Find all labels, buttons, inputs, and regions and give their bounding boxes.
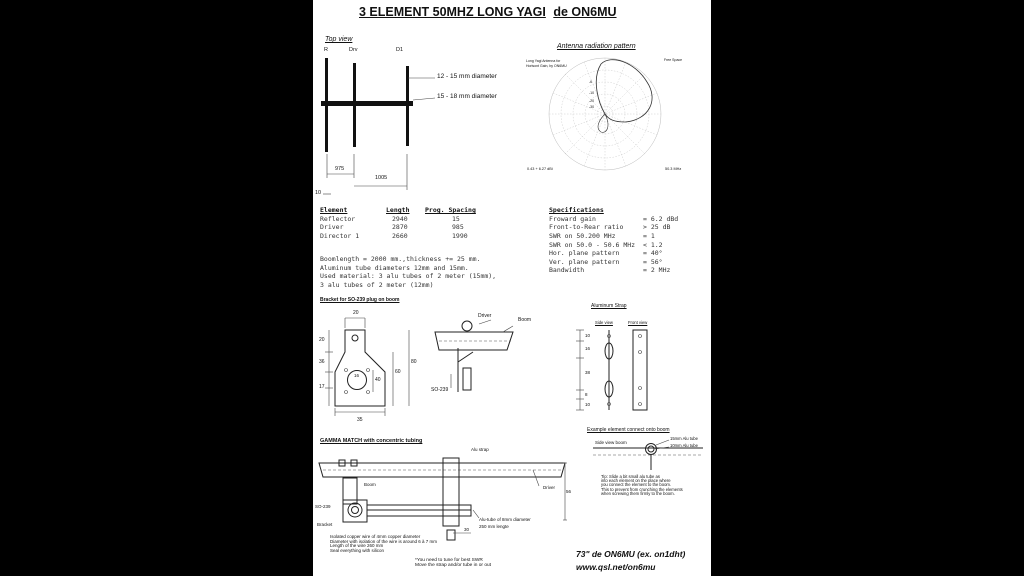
element-table (320, 206, 476, 240)
bracket-dim: 35 (357, 417, 363, 423)
dim-offset: 10 (315, 190, 322, 196)
note-line: Aluminum tube diameters 12mm and 15mm. (320, 263, 469, 272)
spec-row: Front-to-Rear ratio > 25 dB (549, 223, 671, 232)
bracket-dim: 16 (354, 373, 360, 378)
example-tip: Tip: Slide a bit small alu tube as into each element on the place where you connect the element to the boom. This to prevent from crunching the elements when screwing them firmly to the boom. (601, 474, 683, 496)
gamma-wire-notes: Isolated copper wire of 4mm copper diameter Diameter with isolation of the wire is around 6 à 7 mm Length of the wire 260 mm Seal everything with silicon (330, 534, 438, 553)
strap-dim: 8 (585, 392, 588, 397)
bracket-plate (335, 330, 385, 406)
bracket-dim: 36 (319, 359, 325, 365)
top-view-label: Top view (325, 36, 353, 43)
side-view-boom-label: Side view boom (595, 440, 627, 445)
label-director: D1 (396, 47, 404, 53)
tube-inner (648, 446, 654, 452)
antenna-sheet (313, 0, 711, 576)
spec-row: SWR on 50.0 - 50.6 MHz < 1.2 (549, 240, 663, 249)
bracket-dim: 20 (319, 337, 325, 343)
note-line: Boomlength = 2000 mm.,thickness += 25 mm. (320, 255, 481, 264)
bracket-dim: 17 (319, 384, 325, 390)
gamma-so239-label: SO-239 (315, 504, 331, 509)
spec-row: Bandwidth = 2 MHz (549, 266, 671, 275)
element-diameter-label: 12 - 15 mm diameter (437, 73, 497, 80)
gamma-alu-tube-label-1: Alu-tube of 8mm diameter (479, 517, 531, 522)
strap-dim: 10 (585, 333, 591, 338)
ring-label-2: -10 (589, 91, 595, 95)
radiation-note-right: Free Space (664, 58, 683, 62)
driver-profile (462, 321, 472, 331)
spec-row: Froward gain = 6.2 dBd (549, 214, 679, 223)
dim-spacing-2: 1005 (375, 175, 388, 181)
table-row: Reflector 2940 15 (320, 214, 460, 223)
specs-table (549, 206, 678, 275)
element-table-header (320, 206, 476, 215)
gamma-drawing (319, 458, 567, 540)
gamma-dim-30: 30 (464, 527, 470, 532)
tube-15mm-label: 15mm Alu tube (670, 436, 698, 441)
specs-header: Specifications (549, 206, 604, 215)
note-line: Used material: 3 alu tubes of 2 meter (15mm), (320, 272, 497, 281)
strap-dim: 16 (585, 346, 591, 351)
col-length: Length (386, 206, 410, 215)
spec-row: Hor. plane pattern = 40° (549, 249, 663, 258)
strap-dim: 38 (585, 370, 591, 375)
gamma-driver-label: Driver (543, 485, 555, 490)
example-label: Example element connect onto boom (587, 427, 670, 433)
bracket-so239-label: SO-239 (431, 387, 449, 393)
dim-spacing-1: 975 (335, 166, 345, 172)
table-row: Driver 2870 985 (320, 223, 464, 232)
tube-10mm-label: 10mm Alu tube (670, 443, 698, 448)
ring-label-3: -20 (589, 99, 595, 103)
strap-front-view (633, 330, 647, 410)
spec-row: SWR on 50.200 MHz = 1 (549, 232, 655, 241)
bracket-boom-label: Boom (518, 317, 532, 323)
table-row: Director 1 2660 1990 (320, 232, 468, 241)
col-spacing: Prog. Spacing (425, 206, 476, 215)
bracket-dim: 80 (411, 359, 417, 365)
title-main: 3 ELEMENT 50MHZ LONG YAGI (359, 5, 546, 19)
strap-front-view-label: Front view (628, 320, 648, 325)
gamma-boom-label: Boom (364, 482, 376, 487)
ring-label-4: -30 (589, 105, 595, 109)
lobe-back (598, 114, 608, 132)
gamma-dim-56: 56 (566, 489, 572, 494)
strap-label: Aluminum Strap (591, 303, 627, 309)
strap-side-view-label: Side view (595, 320, 613, 325)
bracket-label: Bracket for SO-239 plug on boom (320, 297, 400, 303)
notes-block (320, 255, 496, 289)
label-driver: Drv (349, 47, 358, 53)
gamma-alu-strap-label: Alu strap (471, 447, 489, 452)
footer-url[interactable]: www.qsl.net/on6mu (576, 562, 656, 572)
title-suffix: de ON6MU (553, 5, 617, 19)
radiation-pattern-drawing (549, 58, 661, 170)
gamma-swr-note: *You need to tune for best SWR Move the strap and/or tube in or out (415, 558, 491, 568)
radiation-bottom-right: 50.3 MHz (665, 167, 682, 171)
radiation-label: Antenna radiation pattern (557, 43, 636, 50)
gamma-alu-tube-label-2: 250 mm lengte (479, 524, 509, 529)
footer-signature: 73" de ON6MU (ex. on1dht) (576, 549, 686, 559)
lobe-main (596, 60, 652, 122)
bracket-dim: 20 (353, 310, 359, 316)
col-element: Element (320, 206, 348, 215)
boom-bar (321, 101, 413, 106)
bracket-dim: 60 (395, 369, 401, 375)
boom-diameter-label: 15 - 18 mm diameter (437, 93, 497, 100)
bracket-dim: 40 (375, 377, 381, 383)
tube-outer (646, 444, 657, 455)
ring-label-1: -6 (589, 80, 593, 84)
gamma-bracket-label: Bracket (317, 522, 333, 527)
gamma-label: GAMMA MATCH with concentric tubing (320, 438, 423, 444)
radiation-bottom-left: 0.43 + 6.27 dBi (527, 167, 553, 171)
radiation-note-left: Long Yagi Antenna for Horisont Gain, by ON6MU (526, 59, 567, 68)
label-reflector: R (324, 47, 328, 53)
bracket-drawing (325, 318, 513, 416)
bracket-driver-label: Driver (478, 313, 492, 319)
top-view-drawing (321, 58, 435, 194)
spec-row: Ver. plane pattern = 56° (549, 257, 663, 266)
note-line: 3 alu tubes of 2 meter (12mm) (320, 281, 434, 290)
strap-dim: 10 (585, 402, 591, 407)
